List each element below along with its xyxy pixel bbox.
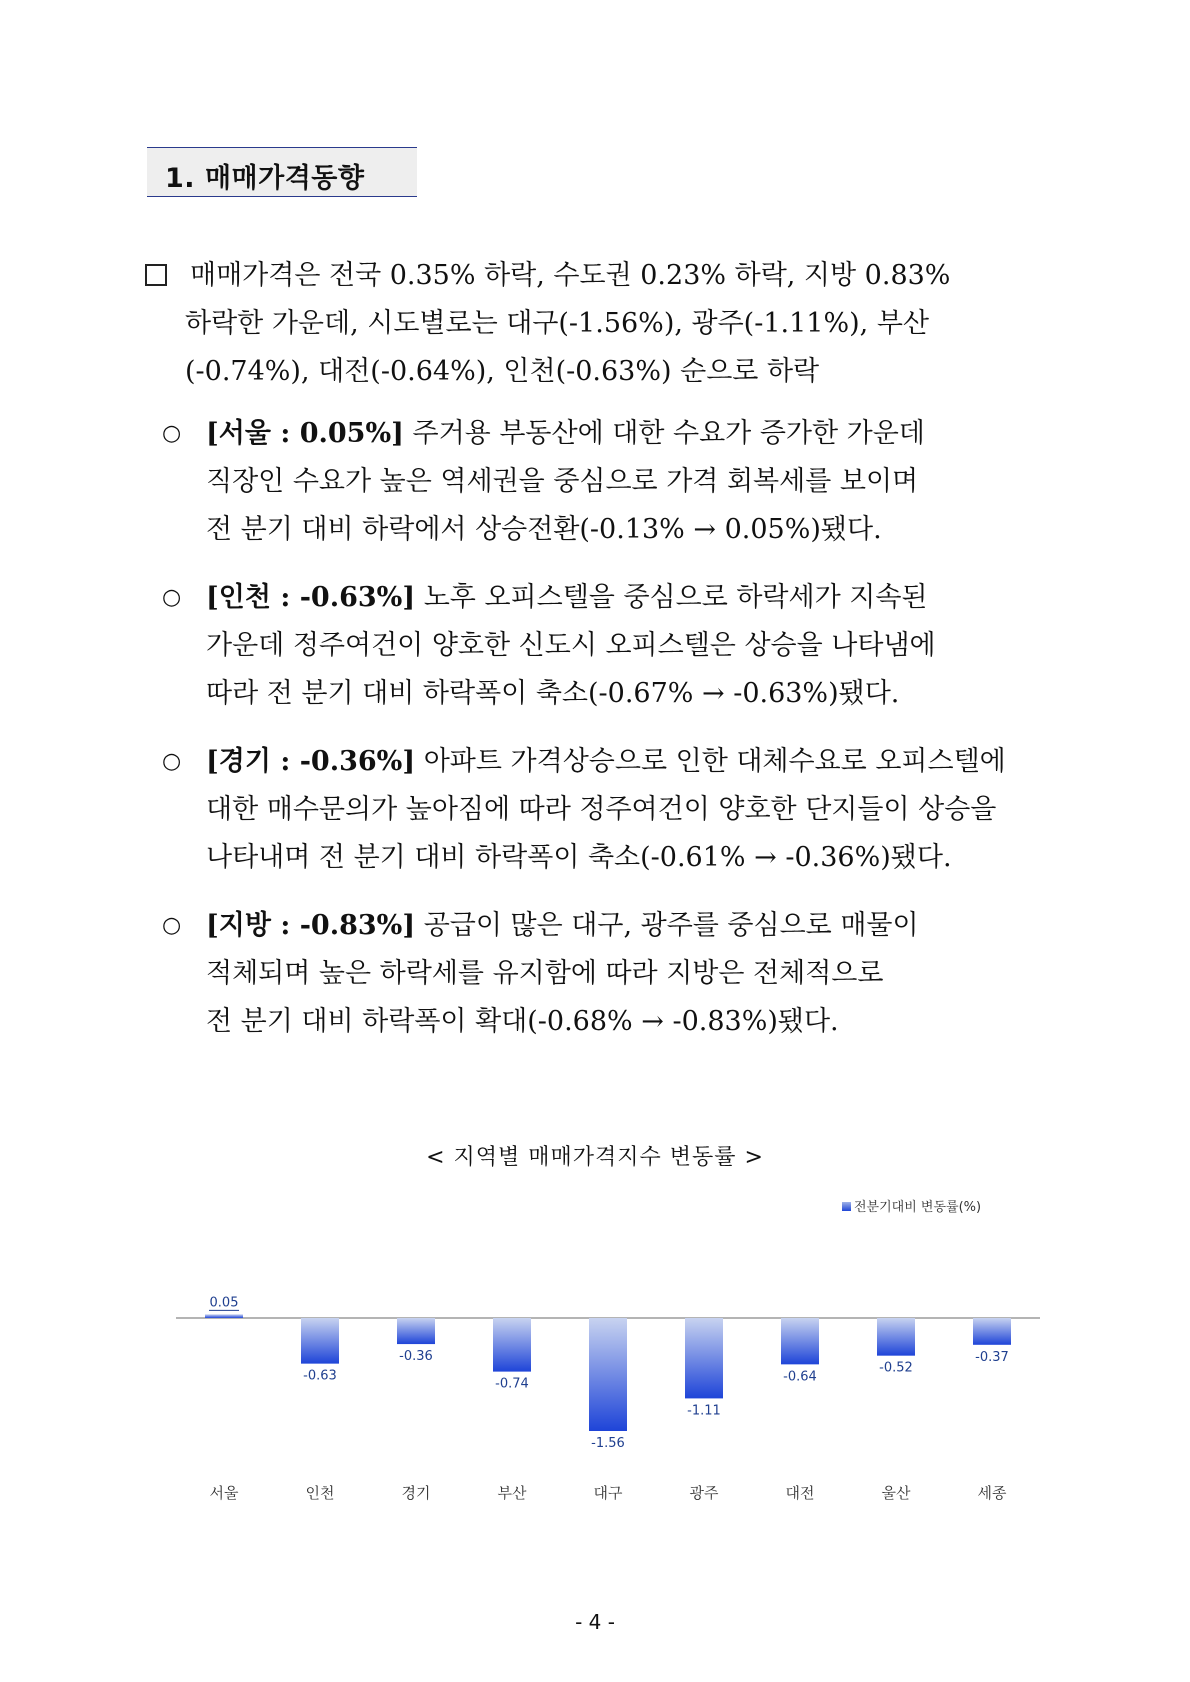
bar-울산 [877, 1318, 915, 1356]
data-label: -0.52 [879, 1360, 913, 1376]
category-label: 울산 [881, 1484, 911, 1502]
summary-line-3: (-0.74%), 대전(-0.64%), 인천(-0.63%) 순으로 하락 [185, 356, 820, 387]
category-label: 경기 [401, 1484, 431, 1502]
bullet-row: 전 분기 대비 하락에서 상승전환(-0.13% → 0.05%)됐다. [206, 514, 882, 545]
summary-line-1: 매매가격은 전국 0.35% 하락, 수도권 0.23% 하락, 지방 0.83% [190, 260, 951, 291]
bar-인천 [301, 1318, 339, 1364]
bullet-head: [지방 : -0.83%] [206, 910, 416, 941]
bullet-row: 따라 전 분기 대비 하락폭이 축소(-0.67% → -0.63%)됐다. [206, 678, 900, 709]
chart-title: < 지역별 매매가격지수 변동률 > [426, 1145, 764, 1170]
page-number: - 4 - [575, 1610, 615, 1634]
category-label: 광주 [689, 1484, 719, 1502]
bullet-row: 나타내며 전 분기 대비 하락폭이 축소(-0.61% → -0.36%)됐다. [206, 842, 952, 873]
circle-bullet-icon: ○ [162, 913, 182, 938]
circle-bullet-icon: ○ [162, 585, 182, 610]
summary-line-2: 하락한 가운데, 시도별로는 대구(-1.56%), 광주(-1.11%), 부산 [185, 308, 929, 339]
bar-대구 [589, 1318, 627, 1431]
bullet-row: 직장인 수요가 높은 역세권을 중심으로 가격 회복세를 보이며 [206, 466, 919, 497]
circle-bullet-icon: ○ [162, 749, 182, 774]
data-label: -0.63 [303, 1368, 337, 1384]
category-label: 부산 [497, 1484, 527, 1502]
data-label: -0.37 [975, 1349, 1009, 1365]
bullet-row: 아파트 가격상승으로 인한 대체수요로 오피스텔에 [423, 746, 1006, 777]
data-label: -0.64 [783, 1369, 817, 1385]
category-label: 서울 [209, 1484, 239, 1502]
bullet-row: 주거용 부동산에 대한 수요가 증가한 가운데 [412, 418, 925, 449]
bullet-head: [경기 : -0.36%] [206, 746, 416, 777]
bullet-head: [서울 : 0.05%] [206, 418, 404, 449]
bar-대전 [781, 1318, 819, 1364]
bullet-row: 노후 오피스텔을 중심으로 하락세가 지속된 [423, 582, 928, 613]
bar-경기 [397, 1318, 435, 1344]
data-label: -1.11 [687, 1403, 721, 1419]
bullet-row: 대한 매수문의가 높아짐에 따라 정주여건이 양호한 단지들이 상승을 [206, 794, 997, 825]
bar-광주 [685, 1318, 723, 1398]
circle-bullet-icon: ○ [162, 421, 182, 446]
data-label: -0.36 [399, 1349, 433, 1365]
section-title: 1. 매매가격동향 [165, 163, 365, 194]
data-label: 0.05 [209, 1295, 239, 1311]
category-label: 대전 [785, 1484, 815, 1502]
bar-세종 [973, 1318, 1011, 1345]
data-label: -0.74 [495, 1376, 529, 1392]
bullet-head: [인천 : -0.63%] [206, 582, 416, 613]
bullet-row: 전 분기 대비 하락폭이 확대(-0.68% → -0.83%)됐다. [206, 1006, 839, 1037]
category-label: 세종 [977, 1484, 1007, 1502]
data-label: -1.56 [591, 1436, 625, 1451]
category-label: 대구 [593, 1484, 623, 1502]
bullet-row: 공급이 많은 대구, 광주를 중심으로 매물이 [423, 910, 919, 941]
category-label: 인천 [305, 1484, 335, 1502]
bar-서울 [205, 1314, 243, 1318]
bullet-row: 가운데 정주여건이 양호한 신도시 오피스텔은 상승을 나타냄에 [206, 630, 936, 661]
bar-부산 [493, 1318, 531, 1372]
legend-label: 전분기대비 변동률(%) [854, 1200, 982, 1215]
bullet-row: 적체되며 높은 하락세를 유지함에 따라 지방은 전체적으로 [206, 958, 884, 989]
